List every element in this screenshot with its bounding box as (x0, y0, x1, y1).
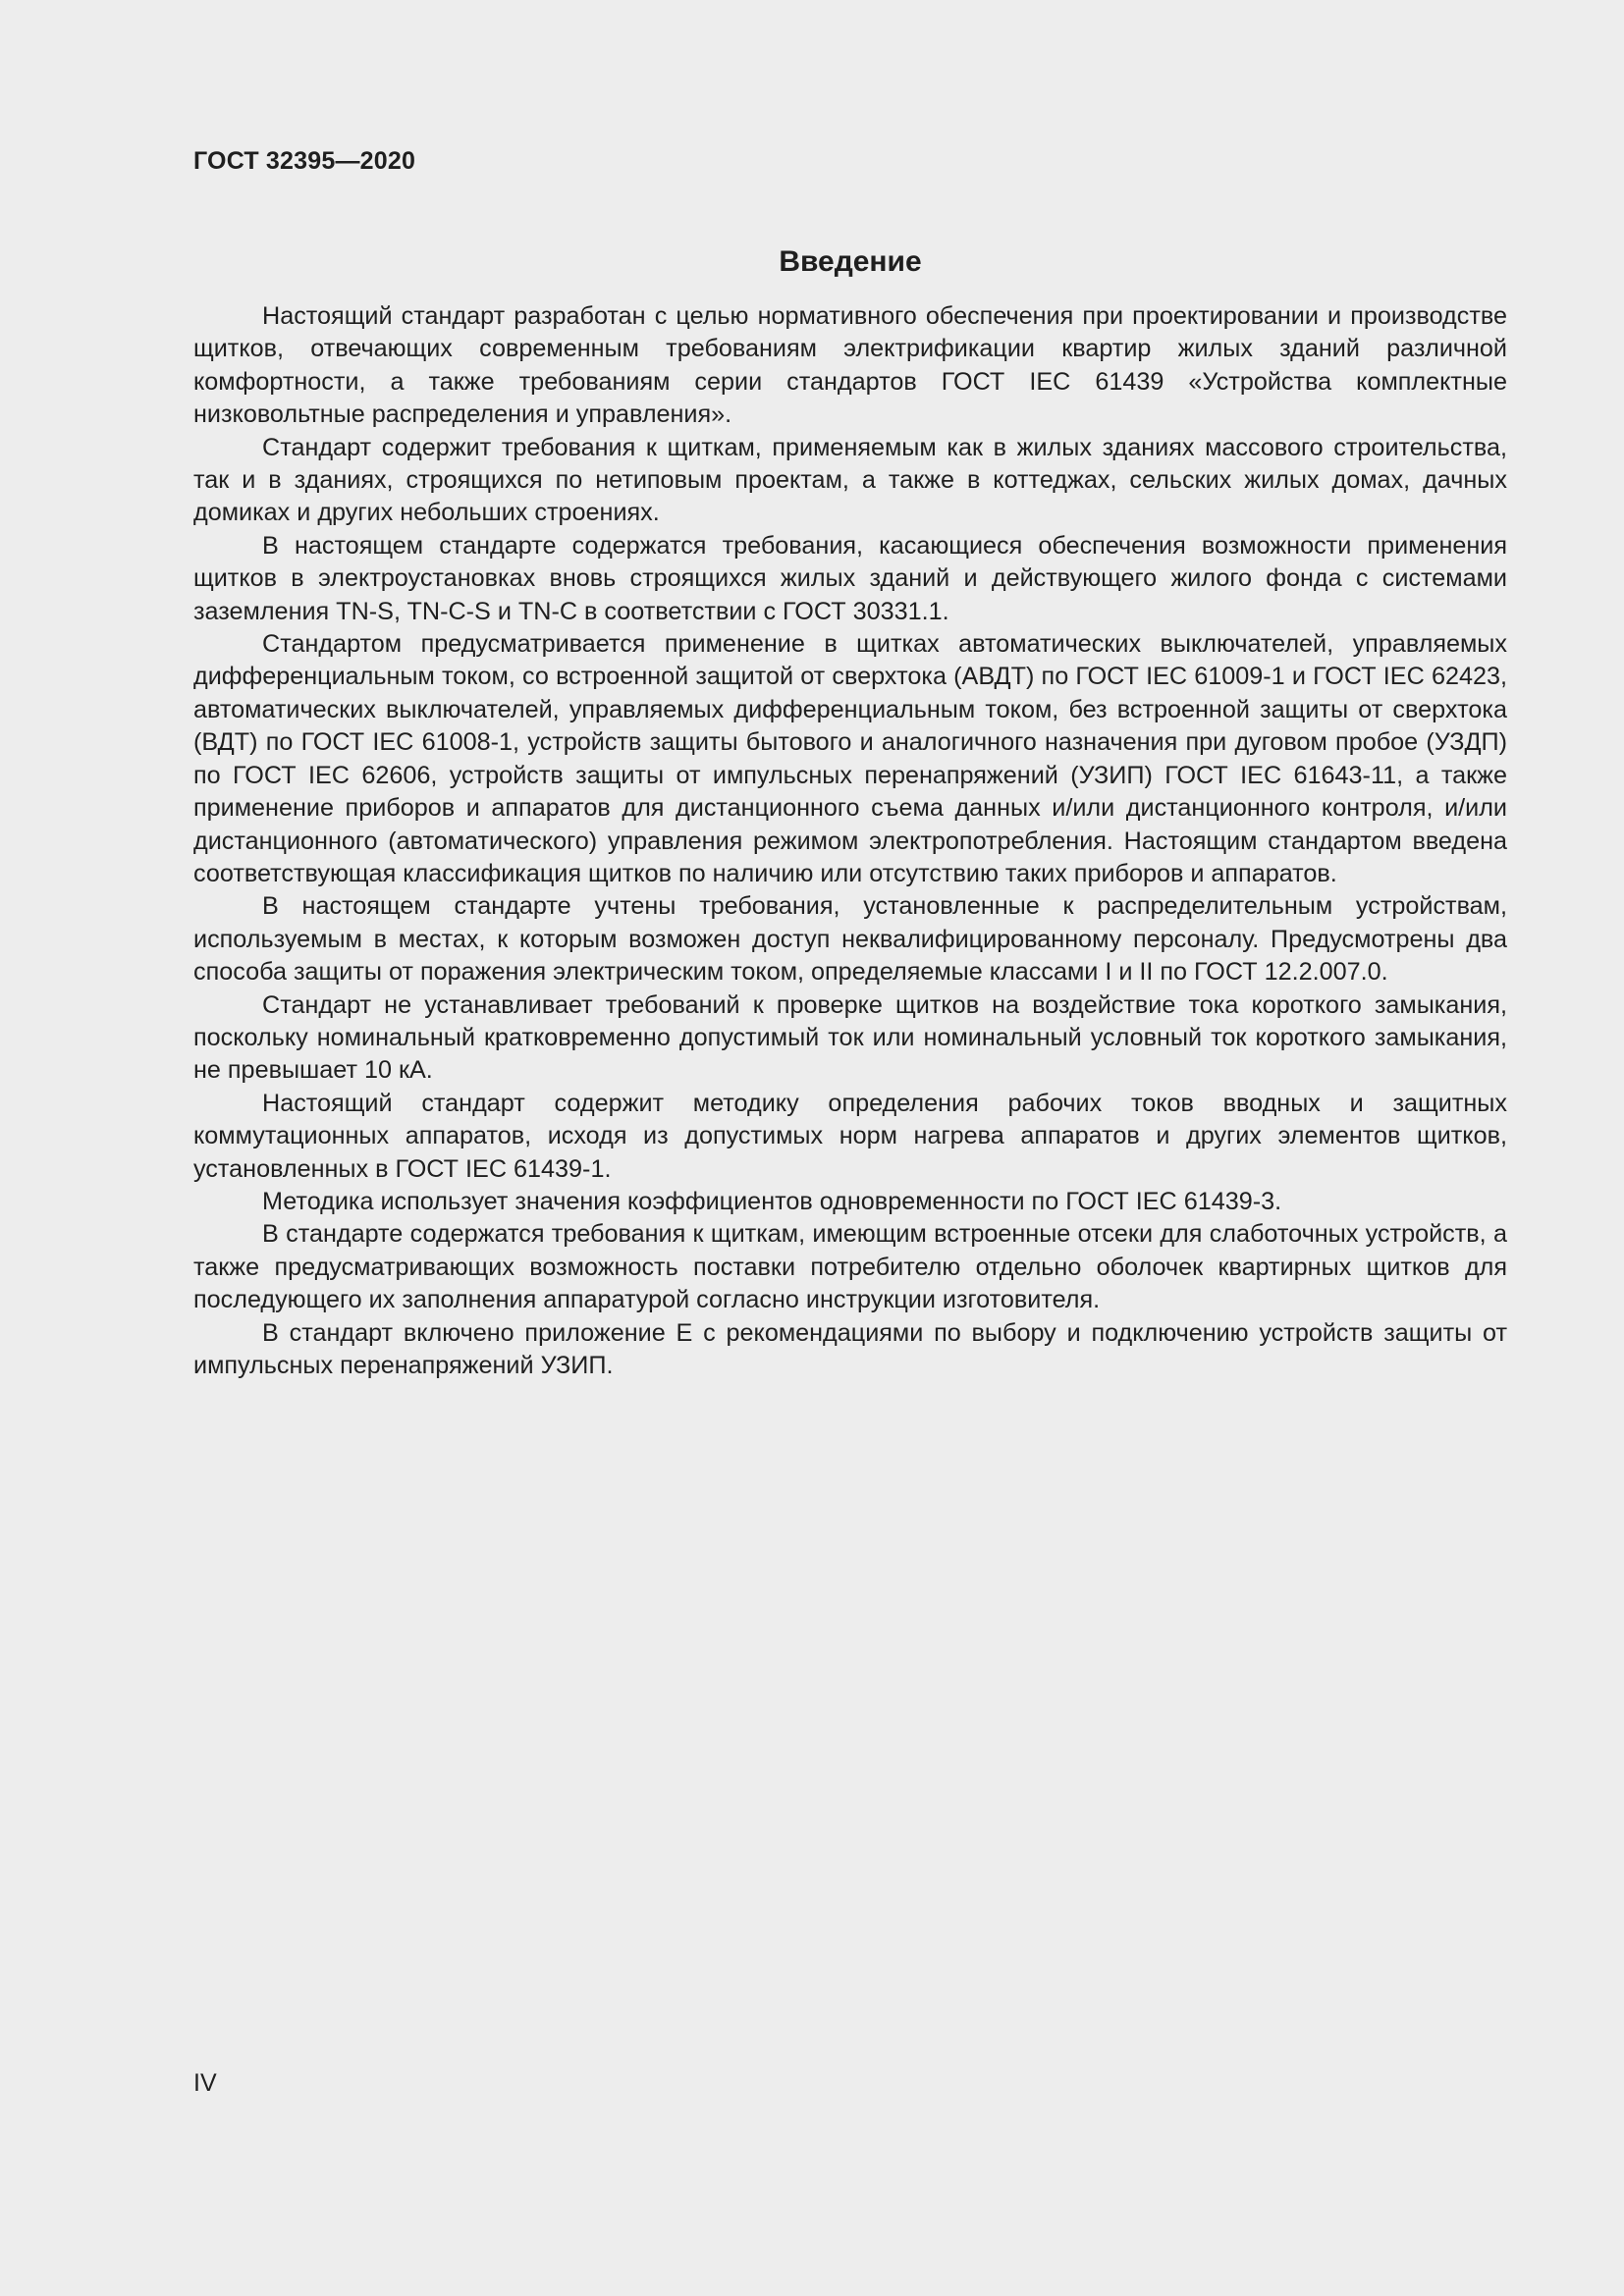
paragraph-annex: В стандарт включено приложение Е с рекомендациями по выбору и подключению устройств защиты от импульсных перенапряжений УЗИП. (193, 1318, 1507, 1379)
paragraph-protective-devices: Стандартом предусматривается применение в щитках автоматических выключателей, управляемых дифференциальным током, со встроенной защитой от сверхтока (АВДТ) по ГОСТ IEC 61009-1 и ГОСТ IEC 62423, автоматических выключателей, управляемых дифференциальным током, без встроенной защиты от сверхтока (ВДТ) по ГОСТ IEC 61008-1, устройств защиты бытового и аналогичного назначения при дуговом пробое (УЗДП) по ГОСТ IEC 62606, устройств защиты от импульсных перенапряжений (УЗИП) ГОСТ IEC 61643-11, а также применение приборов и аппаратов для дистанционного съема данных и/или дистанционного контроля, и/или дистанционного (автоматического) управления режимом электропотребления. Настоящим стандартом введена соответствующая классификация щитков по наличию или отсутствию таких приборов и аппаратов. (193, 630, 1507, 887)
paragraph-grounding-systems: В настоящем стандарте содержатся требования, касающиеся обеспечения возможности применения щитков в электроустановках вновь строящихся жилых зданий и действующего жилого фонда с системами заземления TN-S, TN-C-S и TN-C в соответствии с ГОСТ 30331.1. (193, 531, 1507, 625)
paragraph-short-circuit: Стандарт не устанавливает требований к проверке щитков на воздействие тока короткого замыкания, поскольку номинальный кратковременно допустимый ток или номинальный условный ток короткого замыкания, не превышает 10 кА. (193, 990, 1507, 1085)
document-id: ГОСТ 32395—2020 (193, 147, 416, 175)
paragraph-low-current: В стандарте содержатся требования к щиткам, имеющим встроенные отсеки для слаботочных устройств, а также предусматривающих возможность поставки потребителю отдельно оболочек квартирных щитков для последующего их заполнения аппаратурой согласно инструкции изготовителя. (193, 1220, 1507, 1314)
paragraph-scope: Стандарт содержит требования к щиткам, применяемым как в жилых зданиях массового строительства, так и в зданиях, строящихся по нетиповым проектам, а также в коттеджах, сельских жилых домах, дачных домиках и других небольших строениях. (193, 433, 1507, 527)
paragraph-method: Настоящий стандарт содержит методику определения рабочих токов вводных и защитных коммутационных аппаратов, исходя из допустимых норм нагрева аппаратов и других элементов щитков, установленных в ГОСТ IEC 61439-1. (193, 1089, 1507, 1183)
paragraph-purpose: Настоящий стандарт разработан с целью нормативного обеспечения при проектировании и производстве щитков, отвечающих современным требованиям электрификации квартир жилых зданий различной комфортности, а также требованиям серии стандартов ГОСТ IEC 61439 «Устройства комплектные низковольтные распределения и управления». (193, 302, 1507, 429)
paragraph-shock-protection: В настоящем стандарте учтены требования, установленные к распределительным устройствам, используемым в местах, к которым возможен доступ неквалифицированному персоналу. Предусмотрены два способа защиты от поражения электрическим током, определяемые классами I и II по ГОСТ 12.2.007.0. (193, 892, 1507, 987)
paragraph-coefficients: Методика использует значения коэффициентов одновременности по ГОСТ IEC 61439-3. (262, 1187, 1282, 1215)
section-title: Введение (779, 245, 922, 279)
page-number: IV (193, 2069, 217, 2097)
introduction-text (193, 300, 1507, 1382)
